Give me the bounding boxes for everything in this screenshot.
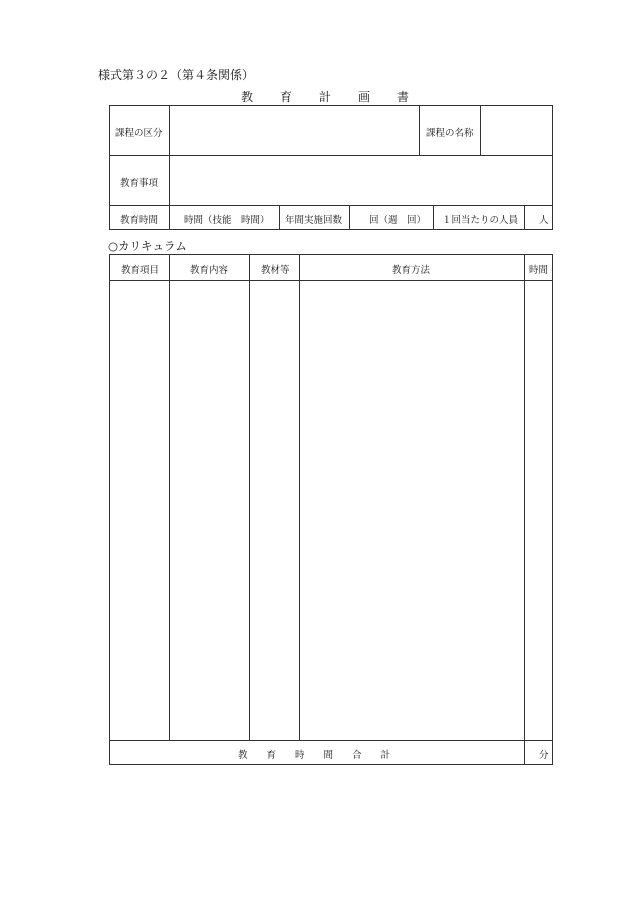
- header-cell-materials: [249, 254, 300, 281]
- total-unit: 分: [539, 750, 549, 761]
- curriculum-body[interactable]: [109, 280, 553, 741]
- annual-sessions-field[interactable]: [349, 205, 434, 230]
- total-hours-field[interactable]: [524, 740, 553, 765]
- persons-unit: 人: [539, 215, 549, 226]
- education-hours-label: 教育時間: [120, 215, 159, 226]
- total-label-cell: [109, 740, 525, 765]
- education-items-label: 教育事項: [120, 178, 159, 189]
- education-items-field[interactable]: [169, 155, 553, 206]
- header-cell-education-content: [169, 254, 250, 281]
- education-hours-label-cell: [109, 205, 170, 230]
- education-hours-unit: 時間（技能 時間）: [184, 215, 270, 226]
- header-cell-education-method: [299, 254, 525, 281]
- header-cell-hours: [524, 254, 553, 281]
- curriculum-section-title: ○カリキュラム: [108, 239, 187, 253]
- course-name-label-cell: [419, 105, 481, 156]
- education-hours-field[interactable]: [169, 205, 280, 230]
- header-education-content: 教育内容: [190, 265, 229, 276]
- persons-per-session-field[interactable]: [524, 205, 553, 230]
- header-materials: 教材等: [261, 265, 290, 276]
- header-education-method: 教育方法: [392, 265, 431, 276]
- body-divider-4: [524, 280, 525, 740]
- course-name-field[interactable]: [480, 105, 553, 156]
- body-divider-3: [299, 280, 300, 740]
- persons-per-session-label: １回当たりの人員: [442, 215, 519, 226]
- body-divider-1: [169, 280, 170, 740]
- course-category-field[interactable]: [169, 105, 420, 156]
- document-title: 教 育 計 画 書: [241, 90, 411, 104]
- header-hours: 時間: [529, 265, 549, 276]
- annual-sessions-unit: 回（週 回）: [369, 215, 427, 226]
- course-category-label: 課程の区分: [115, 128, 163, 139]
- body-divider-2: [249, 280, 250, 740]
- header-education-item: 教育項目: [121, 265, 160, 276]
- annual-sessions-label-cell: [279, 205, 350, 230]
- form-number: 様式第３の２（第４条関係）: [98, 68, 255, 82]
- course-category-label-cell: [109, 105, 170, 156]
- course-name-label: 課程の名称: [426, 128, 474, 139]
- total-label: 教 育 時 間 合 計: [238, 750, 391, 761]
- education-items-label-cell: [109, 155, 170, 206]
- persons-per-session-label-cell: [433, 205, 525, 230]
- header-cell-education-item: [109, 254, 170, 281]
- annual-sessions-label: 年間実施回数: [285, 215, 343, 226]
